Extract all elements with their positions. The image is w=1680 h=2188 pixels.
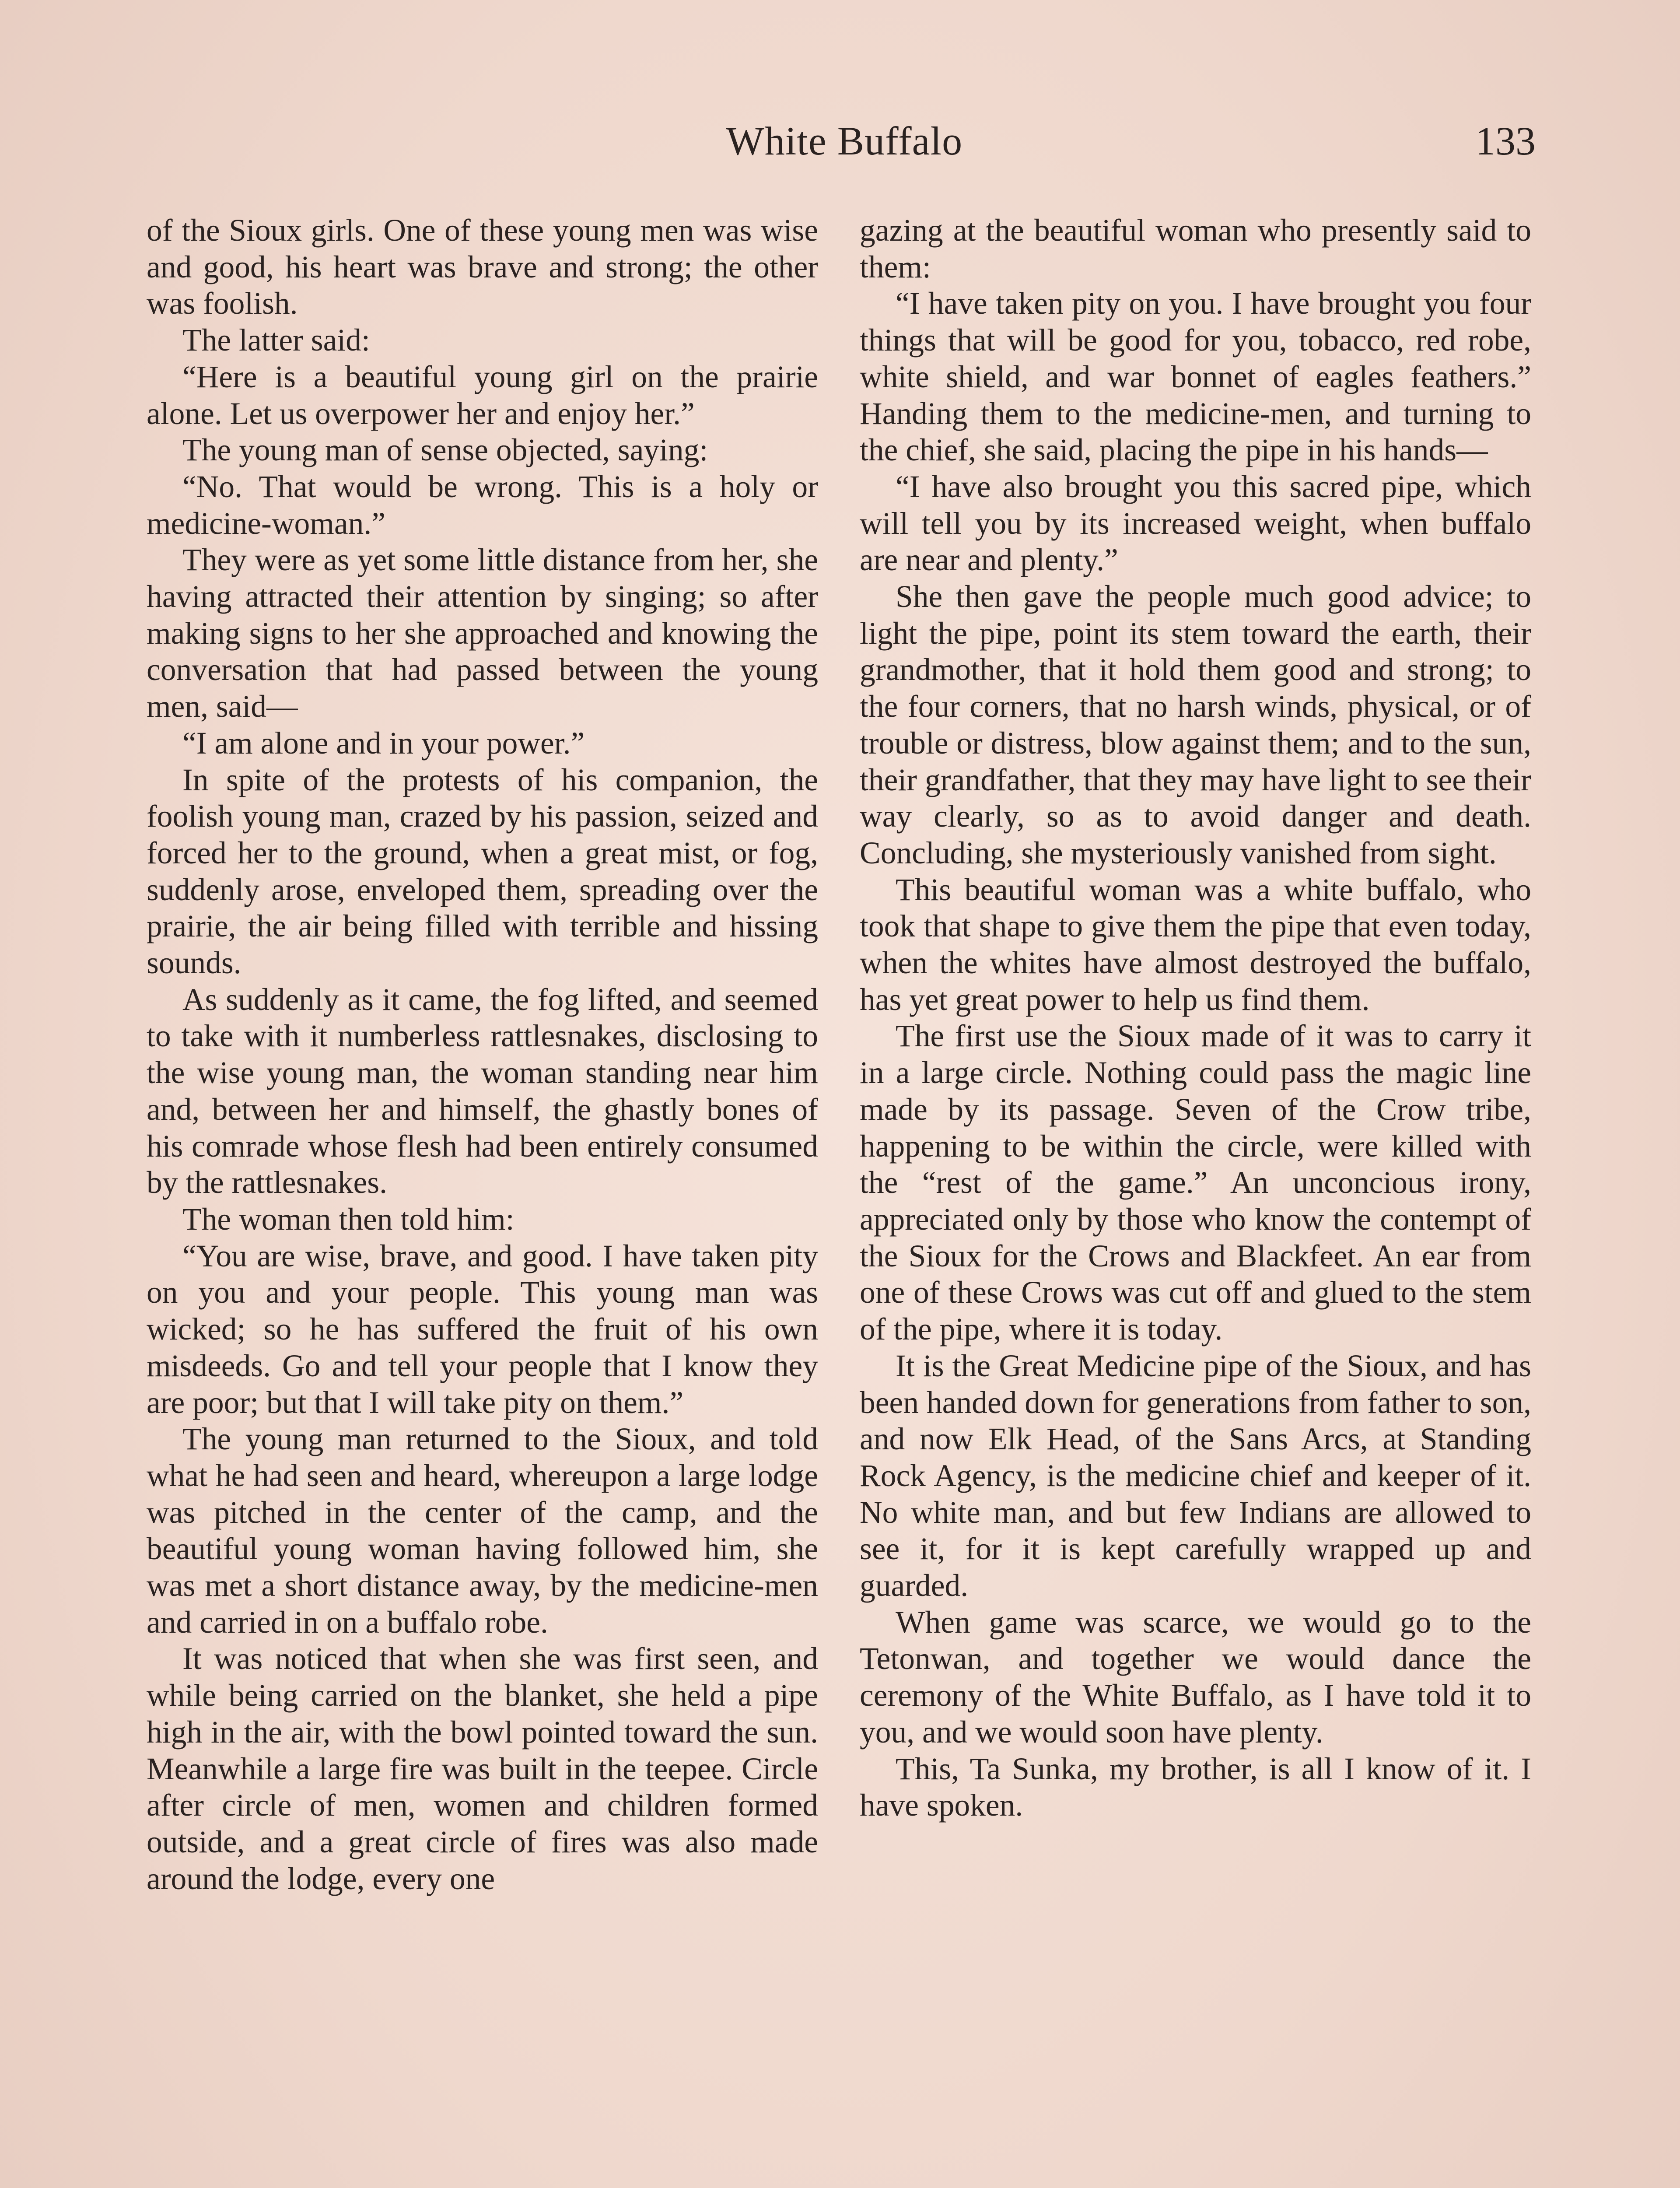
paragraph: “You are wise, brave, and good. I have taken pity on you and your people. This young man was wicked; so he has suffered the fruit of his own misdeeds. Go and tell your people that I know they are poor; but that I will take pity on them.” — [147, 1238, 818, 1420]
paragraph: This, Ta Sunka, my brother, is all I know of it. I have spoken. — [860, 1751, 1531, 1823]
paragraph: This beautiful woman was a white buffalo, who took that shape to give them the pipe that even today, when the whites have almost destroyed the buffalo, has yet great power to help us find them. — [860, 872, 1531, 1017]
paragraph: The young man of sense objected, saying: — [182, 433, 708, 468]
paragraph: The young man returned to the Sioux, and told what he had seen and heard, whereupon a large lodge was pitched in the center of the camp, and the beautiful young woman having followed him, she was met a short distance away, by the medicine-men and carried in on a buffalo robe. — [147, 1422, 818, 1640]
paragraph: It was noticed that when she was first seen, and while being carried on the blanket, she held a pipe high in the air, with the bowl pointed toward the sun. Meanwhile a large fire was built in the teepee. Circle after circle of men, women and children formed outside, and a great circle of fires was also made around the lodge, every one — [147, 1641, 818, 1896]
paragraph: “No. That would be wrong. This is a holy or medicine-woman.” — [147, 469, 818, 541]
paragraph: The first use the Sioux made of it was to carry it in a large circle. Nothing could pass the magic line made by its passage. Seven of the Crow tribe, happening to be within the circle, were killed with the “rest of the game.” An unconcious irony, appreciated only by those who know the contempt of the Sioux for the Crows and Blackfeet. An ear from one of these Crows was cut off and glued to the stem of the pipe, where it is today. — [860, 1019, 1531, 1347]
paragraph: gazing at the beautiful woman who presently said to them: — [860, 213, 1531, 284]
paragraph: of the Sioux girls. One of these young men was wise and good, his heart was brave and strong; the other was foolish. — [147, 213, 818, 321]
page-number: 133 — [1475, 119, 1536, 163]
paragraph: It is the Great Medicine pipe of the Sioux, and has been handed down for generations from father to son, and now Elk Head, of the Sans Arcs, at Standing Rock Agency, is the medicine chief and keeper of it. No white man, and but few Indians are allowed to see it, for it is kept carefully wrapped up and guarded. — [860, 1348, 1531, 1603]
paragraph: As suddenly as it came, the fog lifted, and seemed to take with it numberless rattlesnakes, disclosing to the wise young man, the woman standing near him and, between her and himself, the ghastly bones of his comrade whose flesh had been entirely consumed by the rattlesnakes. — [147, 982, 818, 1200]
running-title: White Buffalo — [726, 119, 963, 163]
paragraph: The latter said: — [182, 323, 370, 358]
paragraph: She then gave the people much good advice; to light the pipe, point its stem toward the earth, their grandmother, that it hold them good and strong; to the four corners, that no harsh winds, physical, or of trouble or distress, blow against them; and to the sun, their grandfather, that they may have light to see their way clearly, so as to avoid danger and death. Concluding, she mysteriously vanished from sight. — [860, 579, 1531, 870]
paragraph: “I have taken pity on you. I have brought you four things that will be good for you, tobacco, red robe, white shield, and war bonnet of eagles feathers.” Handing them to the medicine-men, and turning to the chief, she said, placing the pipe in his hands— — [860, 286, 1531, 468]
left-column — [147, 212, 818, 1897]
paragraph: The woman then told him: — [182, 1202, 514, 1237]
right-column — [860, 212, 1531, 1824]
running-head — [0, 115, 1680, 167]
paragraph: “I am alone and in your power.” — [182, 726, 585, 761]
paragraph: When game was scarce, we would go to the Tetonwan, and together we would dance the ceremony of the White Buffalo, as I have told it to you, and we would soon have plenty. — [860, 1605, 1531, 1750]
paragraph: “Here is a beautiful young girl on the prairie alone. Let us overpower her and enjoy her.” — [147, 359, 818, 431]
paragraph: “I have also brought you this sacred pipe, which will tell you by its increased weight, when buffalo are near and plenty.” — [860, 469, 1531, 578]
paragraph: In spite of the protests of his companion, the foolish young man, crazed by his passion, seized and forced her to the ground, when a great mist, or fog, suddenly arose, enveloped them, spreading over the prairie, the air being filled with terrible and hissing sounds. — [147, 762, 818, 981]
paragraph: They were as yet some little distance from her, she having attracted their attention by singing; so after making signs to her she approached and knowing the conversation that had passed between the young men, said— — [147, 543, 818, 724]
